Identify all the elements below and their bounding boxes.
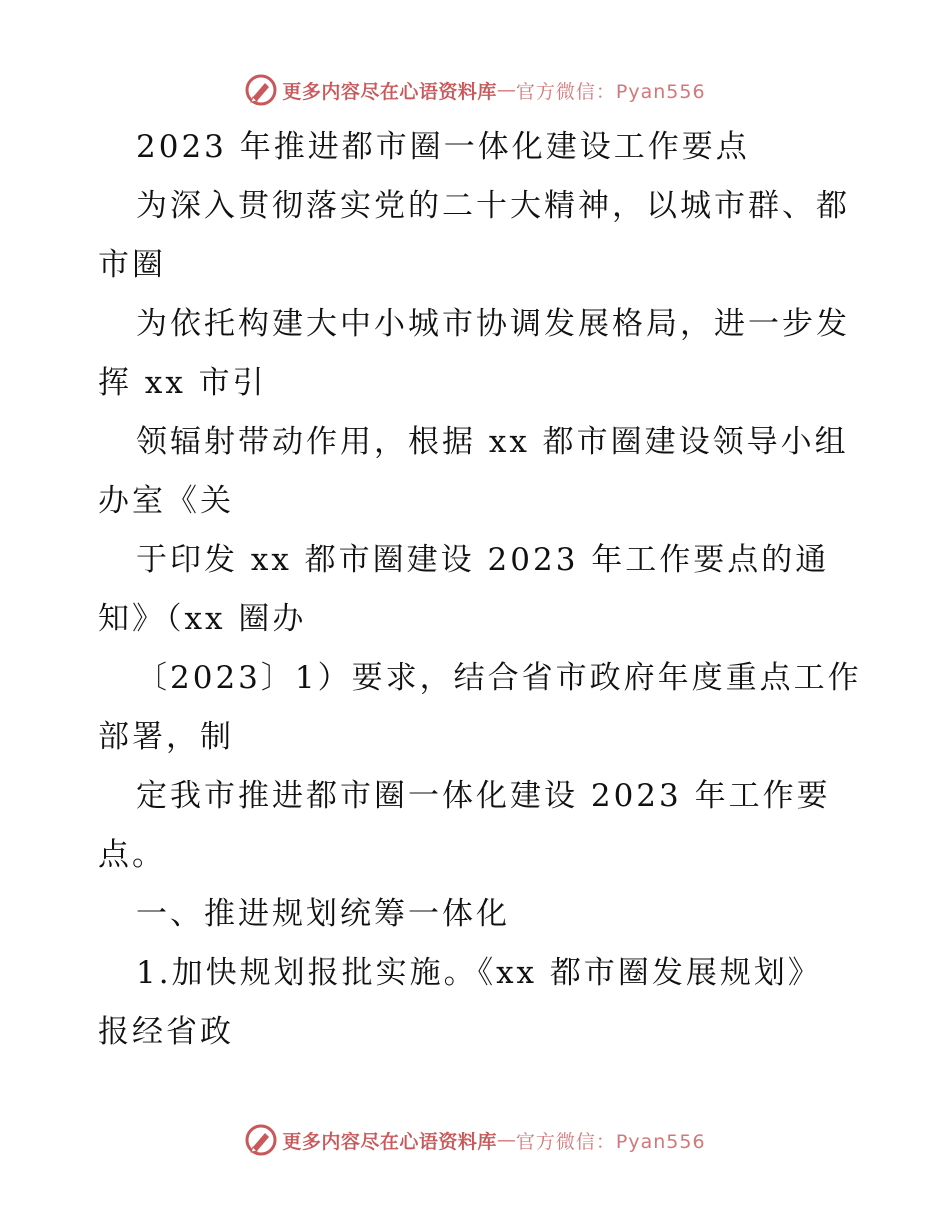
watermark-right-text: 官方微信：Pyan556 <box>515 80 706 103</box>
paragraph-line: 部署，制 <box>98 719 234 755</box>
paragraph-line: 〔2023〕1）要求，结合省市政府年度重点工作 <box>136 660 862 696</box>
watermark-right-text: 官方微信：Pyan556 <box>515 1130 706 1153</box>
watermark-separator: — <box>496 79 516 101</box>
pen-logo-icon <box>244 1123 278 1157</box>
header-watermark <box>0 70 950 110</box>
paragraph-line: 为依托构建大中小城市协调发展格局，进一步发 <box>136 306 850 342</box>
pen-logo-icon <box>244 73 278 107</box>
paragraph-line: 知》（xx 圈办 <box>98 601 307 637</box>
paragraph-line: 挥 xx 市引 <box>98 365 267 401</box>
watermark-separator: — <box>496 1129 516 1151</box>
paragraph-line: 市圈 <box>98 247 166 283</box>
paragraph-line: 为深入贯彻落实党的二十大精神，以城市群、都 <box>136 188 850 224</box>
watermark-left-text: 更多内容尽在心语资料库 <box>282 1130 497 1153</box>
section-heading: 一、推进规划统筹一体化 <box>136 896 510 932</box>
paragraph-line: 1.加快规划报批实施。《xx 都市圈发展规划》 <box>136 955 822 991</box>
paragraph-line: 定我市推进都市圈一体化建设 2023 年工作要 <box>136 778 831 814</box>
paragraph-line: 领辐射带动作用，根据 xx 都市圈建设领导小组 <box>136 424 849 460</box>
watermark-left-text: 更多内容尽在心语资料库 <box>282 80 497 103</box>
paragraph-line: 于印发 xx 都市圈建设 2023 年工作要点的通 <box>136 542 830 578</box>
paragraph-line: 报经省政 <box>98 1014 234 1050</box>
document-body <box>98 118 862 1062</box>
footer-watermark <box>0 1120 950 1160</box>
paragraph-line: 点。 <box>98 837 166 873</box>
paragraph-line: 办室《关 <box>98 483 234 519</box>
document-title: 2023 年推进都市圈一体化建设工作要点 <box>136 129 750 165</box>
